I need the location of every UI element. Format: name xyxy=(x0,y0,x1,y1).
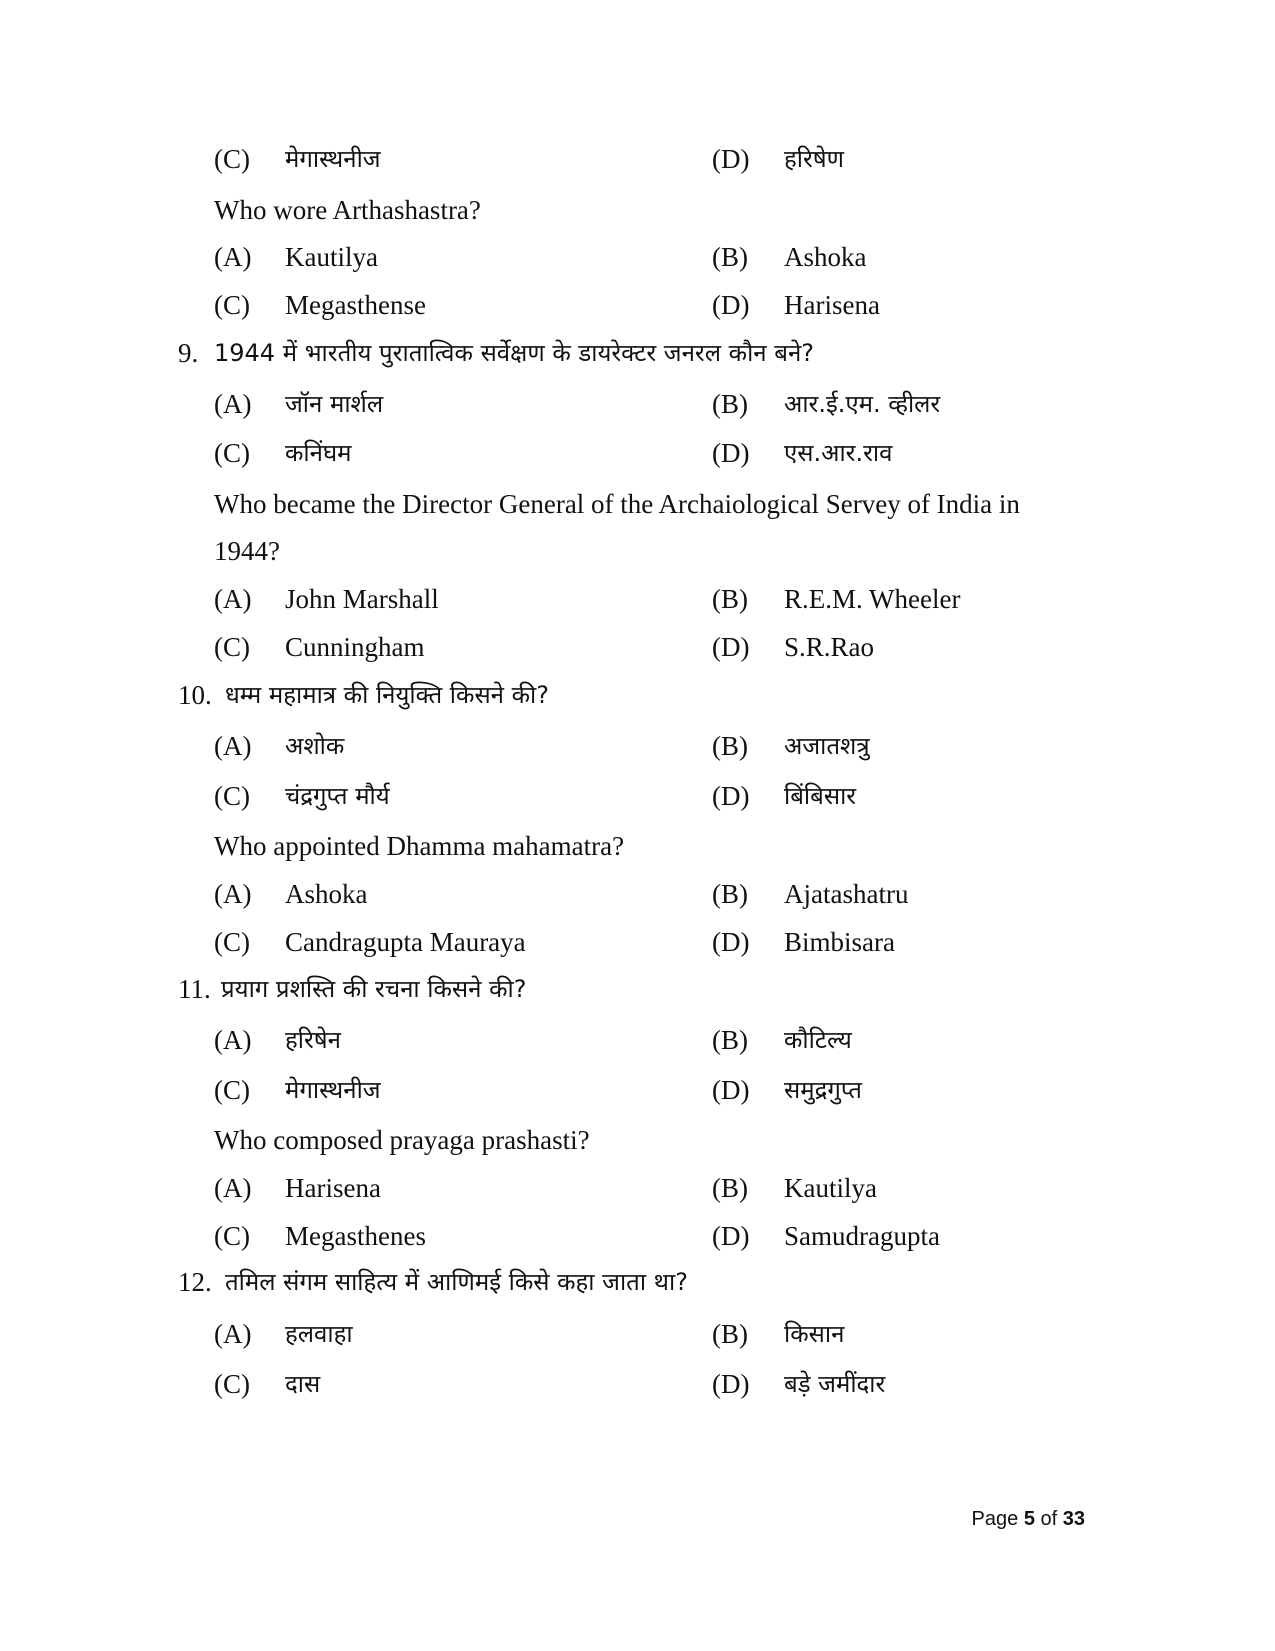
q10-hi-option-b-text: अजातशत्रु xyxy=(784,732,870,760)
question-10-english: Who appointed Dhamma mahamatra? xyxy=(214,831,625,861)
question-11-hindi: प्रयाग प्रशस्ति की रचना किसने की? xyxy=(221,975,527,1003)
question-10-number: 10. xyxy=(178,680,212,710)
of-label: of xyxy=(1040,1508,1058,1530)
q11-hi-option-a-text: हरिषेन xyxy=(285,1026,341,1054)
page-footer xyxy=(972,1507,1085,1531)
q8-option-c-letter: (C) xyxy=(214,290,250,320)
question-9-english-line1: Who became the Director General of the Archaiological Servey of India in xyxy=(214,489,1020,519)
q10-en-option-c-text: Candragupta Mauraya xyxy=(285,927,526,957)
q9-en-option-c-text: Cunningham xyxy=(285,632,425,662)
q9-hi-option-a-text: जॉन मार्शल xyxy=(285,390,384,418)
q9-hi-option-a-letter: (A) xyxy=(214,389,252,419)
q10-hi-option-c-text: चंद्रगुप्त मौर्य xyxy=(285,782,390,810)
q10-en-option-b-text: Ajatashatru xyxy=(784,879,909,909)
q10-en-option-b-letter: (B) xyxy=(712,879,748,909)
q12-hi-option-d-text: बड़े जमींदार xyxy=(784,1370,886,1398)
q10-en-option-c-letter: (C) xyxy=(214,927,250,957)
q10-hi-option-c-letter: (C) xyxy=(214,781,250,811)
q9-hi-option-c-text: कनिंघम xyxy=(285,439,352,467)
q9-en-option-c-letter: (C) xyxy=(214,632,250,662)
question-9-hindi: 1944 में भारतीय पुरातात्विक सर्वेक्षण के डायरेक्टर जनरल कौन बने? xyxy=(214,339,815,367)
q8-option-b-letter: (B) xyxy=(712,242,748,272)
q9-hi-option-d-letter: (D) xyxy=(712,438,750,468)
q11-en-option-c-text: Megasthenes xyxy=(285,1221,426,1251)
q10-hi-option-b-letter: (B) xyxy=(712,731,748,761)
question-12-number: 12. xyxy=(178,1267,212,1297)
q11-hi-option-d-text: समुद्रगुप्त xyxy=(784,1076,862,1104)
q8-option-c-text: Megasthense xyxy=(285,290,426,320)
q11-en-option-a-letter: (A) xyxy=(214,1173,252,1203)
question-11-number: 11. xyxy=(178,974,211,1004)
q9-en-option-b-letter: (B) xyxy=(712,584,748,614)
q9-en-option-a-text: John Marshall xyxy=(285,584,439,614)
option-c-text: मेगास्थनीज xyxy=(285,145,381,173)
q10-hi-option-d-text: बिंबिसार xyxy=(784,782,857,810)
q12-hi-option-c-letter: (C) xyxy=(214,1369,250,1399)
total-pages: 33 xyxy=(1062,1508,1085,1530)
q9-hi-option-b-letter: (B) xyxy=(712,389,748,419)
q11-hi-option-c-text: मेगास्थनीज xyxy=(285,1076,381,1104)
q12-hi-option-b-letter: (B) xyxy=(712,1319,748,1349)
q10-en-option-a-text: Ashoka xyxy=(285,879,368,909)
q12-hi-option-a-letter: (A) xyxy=(214,1319,252,1349)
q11-hi-option-b-text: कौटिल्य xyxy=(784,1026,852,1054)
q9-en-option-d-letter: (D) xyxy=(712,632,750,662)
q8-option-d-letter: (D) xyxy=(712,290,750,320)
option-d-text: हरिषेण xyxy=(784,145,844,173)
question-10-hindi: धम्म महामात्र की नियुक्ति किसने की? xyxy=(225,681,550,709)
q9-en-option-b-text: R.E.M. Wheeler xyxy=(784,584,961,614)
q11-hi-option-c-letter: (C) xyxy=(214,1075,250,1105)
q8-option-b-text: Ashoka xyxy=(784,242,867,272)
question-12-hindi: तमिल संगम साहित्य में आणिमई किसे कहा जाता था? xyxy=(225,1268,688,1296)
q10-en-option-a-letter: (A) xyxy=(214,879,252,909)
q11-en-option-d-letter: (D) xyxy=(712,1221,750,1251)
q11-en-option-a-text: Harisena xyxy=(285,1173,381,1203)
q12-hi-option-b-text: किसान xyxy=(784,1320,845,1348)
q11-hi-option-a-letter: (A) xyxy=(214,1025,252,1055)
q12-hi-option-c-text: दास xyxy=(285,1370,321,1398)
q11-en-option-b-letter: (B) xyxy=(712,1173,748,1203)
question-9-number: 9. xyxy=(178,338,199,368)
q10-hi-option-a-letter: (A) xyxy=(214,731,252,761)
question-8-english: Who wore Arthashastra? xyxy=(214,195,481,225)
q9-hi-option-b-text: आर.ई.एम. व्हीलर xyxy=(784,390,941,418)
q10-en-option-d-letter: (D) xyxy=(712,927,750,957)
q11-hi-option-b-letter: (B) xyxy=(712,1025,748,1055)
q10-hi-option-a-text: अशोक xyxy=(285,732,345,760)
q10-hi-option-d-letter: (D) xyxy=(712,781,750,811)
page-number: 5 xyxy=(1023,1508,1035,1530)
q12-hi-option-d-letter: (D) xyxy=(712,1369,750,1399)
q8-option-a-letter: (A) xyxy=(214,242,252,272)
q9-en-option-d-text: S.R.Rao xyxy=(784,632,875,662)
q9-hi-option-c-letter: (C) xyxy=(214,438,250,468)
question-11-english: Who composed prayaga prashasti? xyxy=(214,1125,590,1155)
question-9-english-line2: 1944? xyxy=(214,536,280,566)
q8-option-a-text: Kautilya xyxy=(285,242,378,272)
q11-en-option-b-text: Kautilya xyxy=(784,1173,877,1203)
option-c-letter: (C) xyxy=(214,144,250,174)
q10-en-option-d-text: Bimbisara xyxy=(784,927,895,957)
q11-en-option-d-text: Samudragupta xyxy=(784,1221,940,1251)
q11-hi-option-d-letter: (D) xyxy=(712,1075,750,1105)
page-label: Page xyxy=(971,1508,1019,1530)
option-d-letter: (D) xyxy=(712,144,750,174)
q11-en-option-c-letter: (C) xyxy=(214,1221,250,1251)
q9-en-option-a-letter: (A) xyxy=(214,584,252,614)
q9-hi-option-d-text: एस.आर.राव xyxy=(784,439,893,467)
q12-hi-option-a-text: हलवाहा xyxy=(285,1320,353,1348)
q8-option-d-text: Harisena xyxy=(784,290,880,320)
